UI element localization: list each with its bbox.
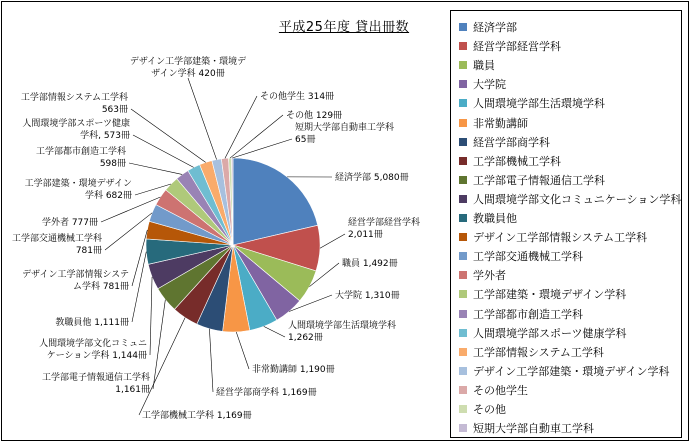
legend-swatch xyxy=(459,405,467,413)
legend-label: 人間環境学部生活環境学科 xyxy=(473,97,605,111)
leader-line-18 xyxy=(131,109,206,162)
data-label-14: 学外者 777冊 xyxy=(41,218,98,228)
leader-line-10 xyxy=(150,277,152,355)
legend-swatch xyxy=(459,99,467,107)
leader-line-11 xyxy=(132,252,146,322)
data-label-15: 工学部建築・環境デザイン学科 682冊 xyxy=(24,179,132,201)
legend-item xyxy=(459,381,528,399)
legend-label: 工学部情報システム工学科 xyxy=(473,345,604,359)
leader-line-9 xyxy=(153,300,165,389)
legend-label: 工学部交通機械工学科 xyxy=(473,250,583,264)
data-label-5: 人間環境学部生活環境学科 1,262冊 xyxy=(288,321,397,343)
legend-item xyxy=(459,285,626,303)
legend-swatch xyxy=(459,271,467,279)
legend-label: 経営学部商学科 xyxy=(473,135,550,149)
legend-label: デザイン工学部情報システム工学科 xyxy=(473,231,648,245)
legend-swatch xyxy=(459,80,467,88)
data-label-20: その他学生 314冊 xyxy=(260,92,335,102)
leader-line-21 xyxy=(230,115,283,158)
legend-item xyxy=(459,190,681,208)
legend-swatch xyxy=(459,195,467,203)
legend-item xyxy=(459,228,647,246)
data-label-2: 経営学部経営学科 2,011冊 xyxy=(348,218,421,240)
legend-swatch xyxy=(459,176,467,184)
legend-swatch xyxy=(459,214,467,222)
legend-label: その他 xyxy=(473,403,506,416)
data-label-13: 工学部交通機械工学科 781冊 xyxy=(11,234,102,256)
data-label-19: デザイン工学部建築・環境デザイン学科 420冊 xyxy=(129,57,247,79)
legend-item xyxy=(459,94,605,112)
legend-label: 工学部機械工学科 xyxy=(473,154,561,168)
leader-line-7 xyxy=(209,329,213,392)
leader-line-13 xyxy=(105,213,152,250)
legend-item xyxy=(459,171,605,189)
legend-item xyxy=(459,362,669,380)
legend-item xyxy=(459,400,506,418)
data-label-1: 経済学部 5,080冊 xyxy=(335,173,409,183)
legend xyxy=(450,10,682,438)
chart-frame xyxy=(1,1,689,441)
data-label-21: その他 129冊 xyxy=(286,111,343,121)
leader-line-22 xyxy=(232,139,292,158)
legend-label: 工学部都市創造工学科 xyxy=(473,307,583,321)
data-label-18: 工学部情報システム工学科 563冊 xyxy=(20,93,128,115)
leader-line-2 xyxy=(320,234,345,248)
legend-label: その他学生 xyxy=(473,383,528,397)
legend-label: 非常勤講師 xyxy=(473,116,528,130)
pie-chart xyxy=(2,2,448,440)
leader-line-16 xyxy=(129,163,182,174)
data-label-12: デザイン工学部情報システム学科 781冊 xyxy=(22,270,129,292)
legend-item xyxy=(459,266,506,284)
data-label-7: 経営学部商学科 1,169冊 xyxy=(216,388,317,398)
legend-swatch xyxy=(459,233,467,241)
data-label-4: 大学院 1,310冊 xyxy=(335,291,400,301)
legend-swatch xyxy=(459,138,467,146)
legend-item xyxy=(459,133,550,151)
legend-label: 工学部建築・環境デザイン学科 xyxy=(473,288,627,302)
data-label-8: 工学部機械工学科 1,169冊 xyxy=(142,411,252,421)
leader-line-17 xyxy=(133,135,194,167)
legend-item xyxy=(459,114,528,132)
leader-line-5 xyxy=(264,326,285,337)
legend-label: 職員 xyxy=(473,59,495,73)
legend-swatch xyxy=(459,310,467,318)
legend-label: 経営学部経営学科 xyxy=(473,40,561,54)
legend-label: 人間環境学部スポーツ健康学科 xyxy=(473,326,627,340)
data-label-16: 工学部都市創造工学科 598冊 xyxy=(35,147,126,169)
data-label-10: 人間環境学部文化コミュニケーション学科 1,144冊 xyxy=(39,339,147,361)
chart-title: 平成25年度 貸出冊数 xyxy=(278,20,410,35)
data-label-3: 職員 1,492冊 xyxy=(342,259,398,269)
legend-swatch xyxy=(459,42,467,50)
legend-item xyxy=(459,18,517,36)
data-label-6: 非常勤講師 1,190冊 xyxy=(252,365,335,375)
legend-item xyxy=(459,209,517,227)
legend-item xyxy=(459,75,506,93)
legend-label: 短期大学部自動車工学科 xyxy=(473,422,594,436)
legend-swatch xyxy=(459,348,467,356)
legend-label: 工学部電子情報通信工学科 xyxy=(473,173,605,187)
legend-label: デザイン工学部建築・環境デザイン学科 xyxy=(473,364,670,378)
legend-item xyxy=(459,419,594,437)
legend-item xyxy=(459,152,561,170)
data-label-11: 教職員他 1,111冊 xyxy=(55,318,129,328)
legend-item xyxy=(459,343,604,361)
legend-label: 人間環境学部文化コミュニケーション学科 xyxy=(473,192,682,206)
leader-line-6 xyxy=(236,332,249,369)
legend-item xyxy=(459,247,583,265)
legend-item xyxy=(459,37,561,55)
legend-label: 学外者 xyxy=(473,269,506,283)
leader-line-8 xyxy=(139,318,185,415)
legend-swatch xyxy=(459,329,467,337)
legend-swatch xyxy=(459,252,467,260)
legend-swatch xyxy=(459,23,467,31)
legend-swatch xyxy=(459,386,467,394)
legend-label: 教職員他 xyxy=(473,212,517,225)
legend-item xyxy=(459,305,583,323)
legend-swatch xyxy=(459,367,467,375)
legend-item xyxy=(459,324,627,342)
legend-swatch xyxy=(459,61,467,69)
legend-swatch xyxy=(459,290,467,298)
data-label-22: 短期大学部自動車工学科 65冊 xyxy=(295,123,395,145)
leader-line-19 xyxy=(188,78,217,160)
legend-label: 大学院 xyxy=(473,78,506,92)
legend-item xyxy=(459,56,495,74)
data-label-9: 工学部電子情報通信工学科 1,161冊 xyxy=(41,373,150,395)
legend-label: 経済学部 xyxy=(473,21,517,34)
legend-swatch xyxy=(459,119,467,127)
legend-swatch xyxy=(459,424,467,432)
legend-swatch xyxy=(459,157,467,165)
data-label-17: 人間環境学部スポーツ健康学科, 573冊 xyxy=(22,119,130,141)
